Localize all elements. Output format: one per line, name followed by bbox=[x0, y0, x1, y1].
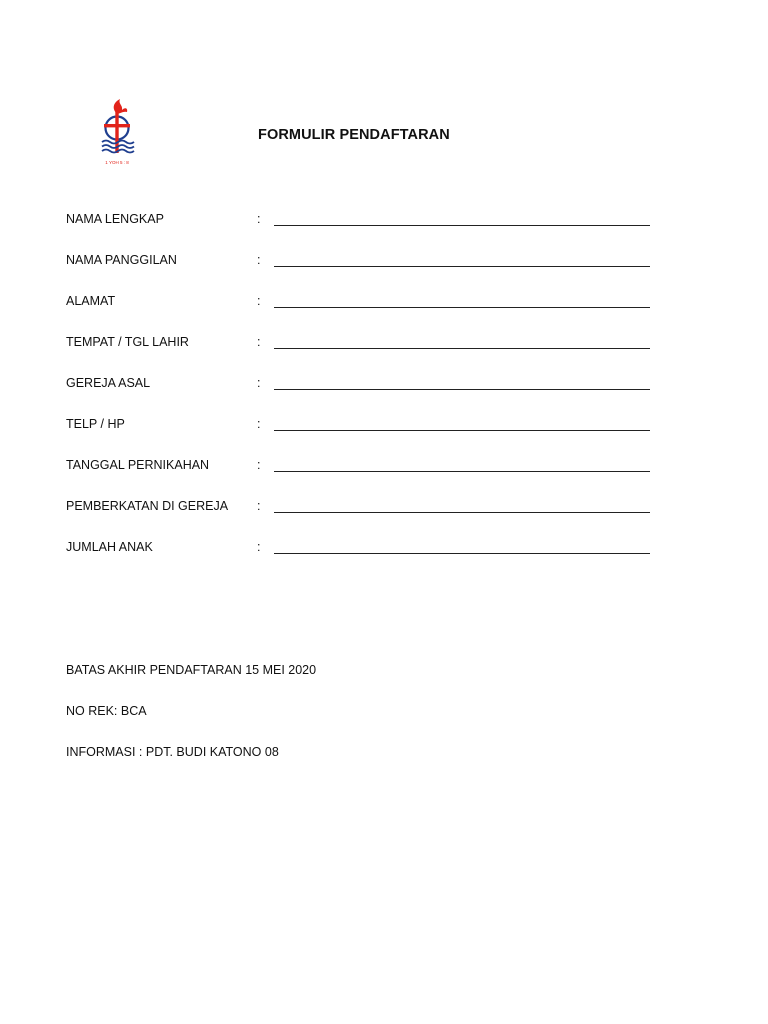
logo-motto: 1 YOH 5 : 8 bbox=[105, 160, 129, 165]
field-row-nama-lengkap bbox=[66, 212, 656, 234]
field-label: NAMA PANGGILAN bbox=[66, 253, 177, 267]
field-label: NAMA LENGKAP bbox=[66, 212, 164, 226]
field-label: TELP / HP bbox=[66, 417, 125, 431]
flame-icon bbox=[114, 99, 127, 114]
field-blank-line[interactable] bbox=[274, 512, 650, 513]
form-title: FORMULIR PENDAFTARAN bbox=[258, 127, 450, 143]
field-label: TEMPAT / TGL LAHIR bbox=[66, 335, 189, 349]
field-colon: : bbox=[257, 376, 261, 390]
field-row-nama-panggilan bbox=[66, 253, 656, 275]
field-row-alamat bbox=[66, 294, 656, 316]
field-label: GEREJA ASAL bbox=[66, 376, 151, 390]
field-row-gereja-asal bbox=[66, 376, 656, 398]
field-blank-line[interactable] bbox=[274, 225, 650, 226]
field-colon: : bbox=[257, 540, 261, 554]
field-colon: : bbox=[257, 417, 261, 431]
registration-deadline: BATAS AKHIR PENDAFTARAN 15 MEI 2020 bbox=[66, 663, 317, 677]
field-row-jumlah-anak bbox=[66, 540, 656, 562]
field-row-telp-hp bbox=[66, 417, 656, 439]
contact-info: INFORMASI : PDT. BUDI KATONO 08 bbox=[66, 745, 279, 759]
bank-account: NO REK: BCA bbox=[66, 704, 147, 718]
field-colon: : bbox=[257, 458, 261, 472]
field-blank-line[interactable] bbox=[274, 471, 650, 472]
field-label: JUMLAH ANAK bbox=[66, 540, 153, 554]
field-label: PEMBERKATAN DI GEREJA bbox=[66, 499, 229, 513]
field-colon: : bbox=[257, 335, 261, 349]
field-blank-line[interactable] bbox=[274, 307, 650, 308]
field-colon: : bbox=[257, 253, 261, 267]
field-colon: : bbox=[257, 499, 261, 513]
field-label: ALAMAT bbox=[66, 294, 116, 308]
field-row-tempat-tgl-lahir bbox=[66, 335, 656, 357]
field-blank-line[interactable] bbox=[274, 430, 650, 431]
field-colon: : bbox=[257, 212, 261, 226]
field-row-tanggal-pernikahan bbox=[66, 458, 656, 480]
field-row-pemberkatan-di-gereja bbox=[66, 499, 656, 521]
field-colon: : bbox=[257, 294, 261, 308]
church-logo bbox=[97, 98, 139, 170]
waves-icon bbox=[102, 141, 134, 153]
field-blank-line[interactable] bbox=[274, 553, 650, 554]
field-blank-line[interactable] bbox=[274, 266, 650, 267]
field-blank-line[interactable] bbox=[274, 348, 650, 349]
field-blank-line[interactable] bbox=[274, 389, 650, 390]
field-label: TANGGAL PERNIKAHAN bbox=[66, 458, 210, 472]
